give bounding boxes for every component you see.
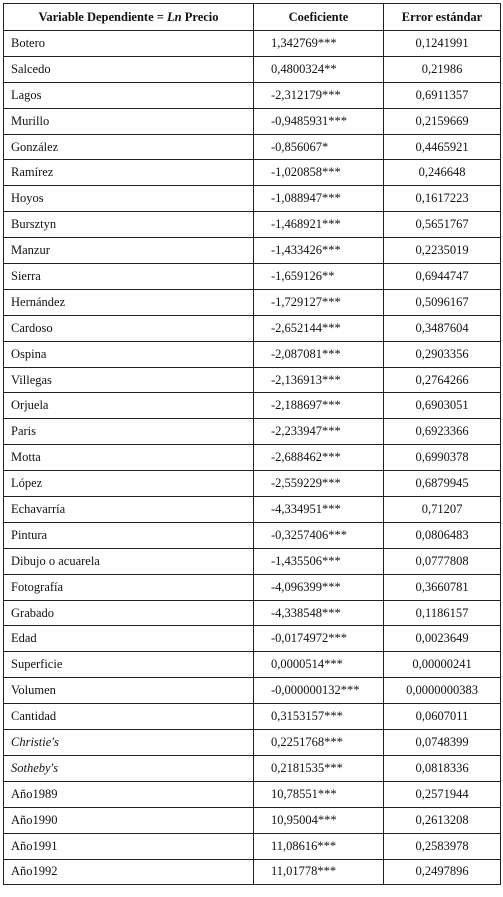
std-error-cell: 0,2497896 [384, 859, 501, 885]
std-error-cell: 0,00000241 [384, 652, 501, 678]
table-row [4, 859, 501, 885]
table-row [4, 419, 501, 445]
coefficient-cell: -2,312179*** [254, 82, 384, 108]
coefficient-cell: -2,688462*** [254, 445, 384, 471]
variable-cell: Ramírez [4, 160, 254, 186]
variable-cell: Lagos [4, 82, 254, 108]
coefficient-cell: 0,3153157*** [254, 704, 384, 730]
table-body [4, 31, 501, 885]
coefficient-cell: 0,4800324** [254, 56, 384, 82]
table-row [4, 289, 501, 315]
table-row [4, 315, 501, 341]
coefficient-cell: -1,020858*** [254, 160, 384, 186]
coefficient-cell: -1,729127*** [254, 289, 384, 315]
table-row [4, 186, 501, 212]
coefficient-cell: 0,2251768*** [254, 730, 384, 756]
variable-cell: Año1989 [4, 781, 254, 807]
coefficient-cell: -4,334951*** [254, 497, 384, 523]
variable-cell: Año1990 [4, 807, 254, 833]
coefficient-cell: -0,000000132*** [254, 678, 384, 704]
coefficient-cell: 11,08616*** [254, 833, 384, 859]
std-error-cell: 0,1241991 [384, 31, 501, 57]
std-error-cell: 0,2235019 [384, 238, 501, 264]
std-error-cell: 0,5651767 [384, 212, 501, 238]
table-row [4, 134, 501, 160]
std-error-cell: 0,0023649 [384, 626, 501, 652]
table-row [4, 212, 501, 238]
table-row [4, 82, 501, 108]
coefficient-cell: 0,2181535*** [254, 755, 384, 781]
table-row [4, 600, 501, 626]
std-error-cell: 0,6990378 [384, 445, 501, 471]
variable-cell: Edad [4, 626, 254, 652]
variable-cell: Salcedo [4, 56, 254, 82]
coefficient-cell: -1,659126** [254, 264, 384, 290]
variable-cell: Paris [4, 419, 254, 445]
coefficient-cell: -0,3257406*** [254, 522, 384, 548]
std-error-cell: 0,2764266 [384, 367, 501, 393]
table-row [4, 704, 501, 730]
variable-cell: Año1992 [4, 859, 254, 885]
table-row [4, 471, 501, 497]
coefficient-cell: 10,95004*** [254, 807, 384, 833]
std-error-cell: 0,6944747 [384, 264, 501, 290]
coefficient-cell: -2,652144*** [254, 315, 384, 341]
std-error-cell: 0,2571944 [384, 781, 501, 807]
std-error-cell: 0,2613208 [384, 807, 501, 833]
std-error-cell: 0,0748399 [384, 730, 501, 756]
variable-cell: Grabado [4, 600, 254, 626]
std-error-cell: 0,3660781 [384, 574, 501, 600]
coefficient-cell: -4,096399*** [254, 574, 384, 600]
std-error-cell: 0,2159669 [384, 108, 501, 134]
variable-cell: Botero [4, 31, 254, 57]
variable-cell: Motta [4, 445, 254, 471]
header-coeficiente: Coeficiente [254, 4, 384, 31]
std-error-cell: 0,6911357 [384, 82, 501, 108]
table-row [4, 833, 501, 859]
table-row [4, 548, 501, 574]
variable-cell: Ospina [4, 341, 254, 367]
table-row [4, 730, 501, 756]
std-error-cell: 0,21986 [384, 56, 501, 82]
std-error-cell: 0,6903051 [384, 393, 501, 419]
std-error-cell: 0,1186157 [384, 600, 501, 626]
std-error-cell: 0,6879945 [384, 471, 501, 497]
std-error-cell: 0,3487604 [384, 315, 501, 341]
variable-cell: González [4, 134, 254, 160]
table-row [4, 108, 501, 134]
table-row [4, 393, 501, 419]
table-row [4, 367, 501, 393]
regression-table [3, 3, 501, 885]
variable-cell: Dibujo o acuarela [4, 548, 254, 574]
table-row [4, 678, 501, 704]
variable-cell: Manzur [4, 238, 254, 264]
variable-cell: Villegas [4, 367, 254, 393]
std-error-cell: 0,2583978 [384, 833, 501, 859]
coefficient-cell: -1,088947*** [254, 186, 384, 212]
variable-cell: Hoyos [4, 186, 254, 212]
table-row [4, 445, 501, 471]
table-row [4, 807, 501, 833]
variable-cell: Año1991 [4, 833, 254, 859]
std-error-cell: 0,2903356 [384, 341, 501, 367]
std-error-cell: 0,1617223 [384, 186, 501, 212]
std-error-cell: 0,71207 [384, 497, 501, 523]
coefficient-cell: -2,087081*** [254, 341, 384, 367]
header-variable [4, 4, 254, 31]
std-error-cell: 0,0777808 [384, 548, 501, 574]
variable-cell: López [4, 471, 254, 497]
variable-cell: Superficie [4, 652, 254, 678]
coefficient-cell: -0,0174972*** [254, 626, 384, 652]
table-row [4, 626, 501, 652]
coefficient-cell: 11,01778*** [254, 859, 384, 885]
table-row [4, 160, 501, 186]
coefficient-cell: -1,435506*** [254, 548, 384, 574]
std-error-cell: 0,0000000383 [384, 678, 501, 704]
variable-cell: Echavarría [4, 497, 254, 523]
variable-cell: Volumen [4, 678, 254, 704]
std-error-cell: 0,0607011 [384, 704, 501, 730]
coefficient-cell: -0,9485931*** [254, 108, 384, 134]
coefficient-cell: 0,0000514*** [254, 652, 384, 678]
coefficient-cell: 10,78551*** [254, 781, 384, 807]
coefficient-cell: -0,856067* [254, 134, 384, 160]
table-row [4, 497, 501, 523]
variable-cell: Orjuela [4, 393, 254, 419]
variable-cell: Bursztyn [4, 212, 254, 238]
coefficient-cell: -2,136913*** [254, 367, 384, 393]
header-error: Error estándar [384, 4, 501, 31]
header-row [4, 4, 501, 31]
table-row [4, 56, 501, 82]
table-row [4, 522, 501, 548]
header-variable-suffix: Precio [181, 9, 219, 24]
variable-cell: Pintura [4, 522, 254, 548]
header-variable-prefix: Variable Dependiente = [38, 9, 168, 24]
coefficient-cell: 1,342769*** [254, 31, 384, 57]
table-row [4, 574, 501, 600]
coefficient-cell: -2,233947*** [254, 419, 384, 445]
std-error-cell: 0,6923366 [384, 419, 501, 445]
variable-cell: Hernández [4, 289, 254, 315]
variable-cell: Christie's [4, 730, 254, 756]
coefficient-cell: -2,188697*** [254, 393, 384, 419]
table-row [4, 31, 501, 57]
variable-cell: Cantidad [4, 704, 254, 730]
variable-cell: Fotografía [4, 574, 254, 600]
coefficient-cell: -4,338548*** [254, 600, 384, 626]
variable-cell: Sierra [4, 264, 254, 290]
coefficient-cell: -1,433426*** [254, 238, 384, 264]
table-row [4, 652, 501, 678]
header-variable-ln: Ln [167, 9, 182, 24]
std-error-cell: 0,0806483 [384, 522, 501, 548]
std-error-cell: 0,246648 [384, 160, 501, 186]
variable-cell: Sotheby's [4, 755, 254, 781]
coefficient-cell: -1,468921*** [254, 212, 384, 238]
variable-cell: Cardoso [4, 315, 254, 341]
table-row [4, 781, 501, 807]
table-row [4, 238, 501, 264]
table-row [4, 264, 501, 290]
coefficient-cell: -2,559229*** [254, 471, 384, 497]
std-error-cell: 0,0818336 [384, 755, 501, 781]
table-row [4, 341, 501, 367]
variable-cell: Murillo [4, 108, 254, 134]
table-row [4, 755, 501, 781]
std-error-cell: 0,4465921 [384, 134, 501, 160]
std-error-cell: 0,5096167 [384, 289, 501, 315]
